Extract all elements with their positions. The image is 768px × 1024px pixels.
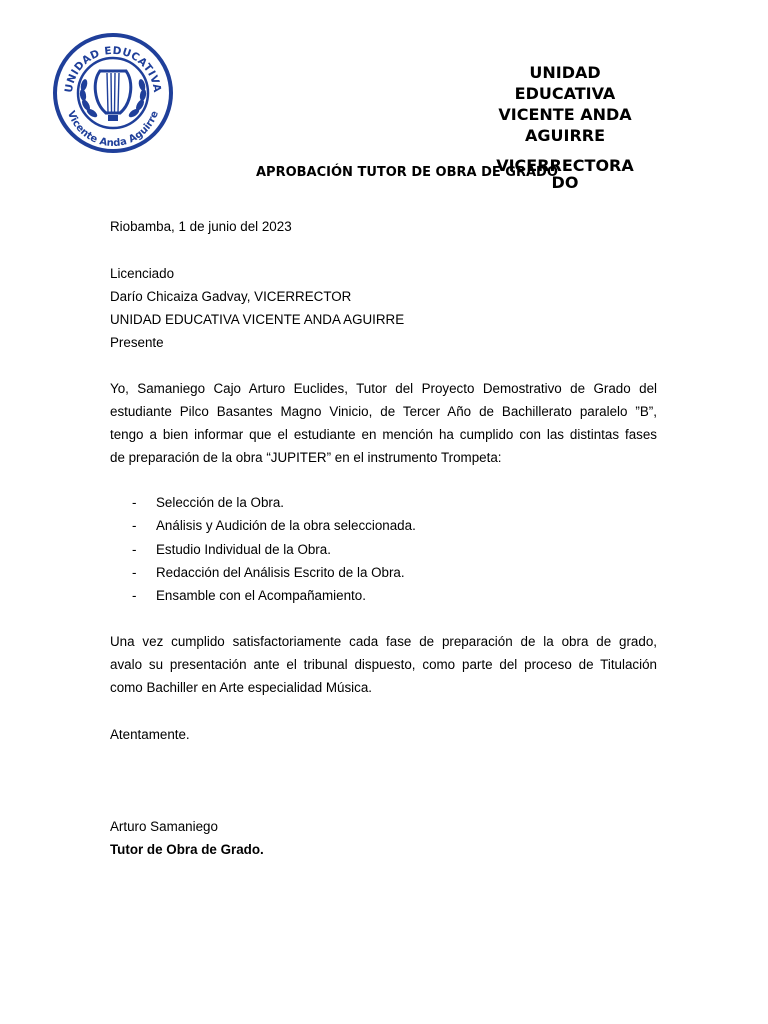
- paragraph-line: como Bachiller en Arte especialidad Música.: [110, 680, 372, 695]
- school-seal-logo: [50, 33, 176, 153]
- date-line: Riobamba, 1 de junio del 2023: [110, 219, 292, 234]
- paragraph-line: estudiante Pilco Basantes Magno Vinicio, de Tercer Año de Bachillerato paralelo ”B”,: [110, 404, 657, 419]
- department-line: VICERRECTORA: [496, 156, 634, 175]
- seal-text-bottom: Vicente Anda Aguirre: [64, 109, 161, 150]
- paragraph-line: de preparación de la obra “JUPITER” en el instrumento Trompeta:: [110, 450, 502, 465]
- list-item-text: Estudio Individual de la Obra.: [156, 541, 331, 557]
- body-paragraph-1: [110, 377, 657, 469]
- lyre-icon: [50, 33, 176, 153]
- signature-name: Arturo Samaniego: [110, 819, 218, 834]
- institution-line: AGUIRRE: [524, 126, 606, 145]
- recipient-institution: UNIDAD EDUCATIVA VICENTE ANDA AGUIRRE: [110, 312, 405, 327]
- list-item-text: Redacción del Análisis Escrito de la Obra.: [156, 564, 405, 580]
- department-line: DO: [551, 173, 579, 192]
- body-paragraph-2: [110, 630, 657, 699]
- list-item: [110, 561, 416, 584]
- paragraph-line: Una vez cumplido satisfactoriamente cada fase de preparación de la obra de grado,: [110, 634, 657, 649]
- bullet-dash: -: [132, 518, 137, 534]
- bullet-dash: -: [132, 588, 137, 604]
- institution-line: UNIDAD: [529, 63, 601, 82]
- recipient-name: Darío Chicaiza Gadvay, VICERRECTOR: [110, 289, 352, 304]
- list-item-text: Selección de la Obra.: [156, 495, 285, 510]
- phases-list: [110, 491, 416, 607]
- list-item-text: Ensamble con el Acompañamiento.: [156, 588, 366, 604]
- paragraph-line: avalo su presentación ante el tribunal dispuesto, como parte del proceso de Titulación: [110, 657, 657, 672]
- list-item: [110, 491, 416, 514]
- paragraph-line: tengo a bien informar que el estudiante en mención ha cumplido con las distintas fases: [110, 427, 657, 442]
- list-item: [110, 538, 416, 561]
- bullet-dash: -: [132, 564, 137, 580]
- seal-text-top: UNIDAD EDUCATIVA: [62, 44, 164, 94]
- institution-name-header: [475, 62, 655, 146]
- signature-position: Tutor de Obra de Grado.: [110, 842, 264, 857]
- institution-line: VICENTE ANDA: [498, 105, 632, 124]
- recipient-closing: Presente: [110, 335, 164, 350]
- list-item-text: Análisis y Audición de la obra seleccionada.: [156, 518, 416, 534]
- bullet-dash: -: [132, 541, 137, 557]
- document-title: APROBACIÓN TUTOR DE OBRA DE GRADO: [256, 165, 558, 180]
- institution-line: EDUCATIVA: [514, 84, 616, 103]
- list-item: [110, 584, 416, 607]
- bullet-dash: -: [132, 495, 137, 510]
- list-item: [110, 514, 416, 537]
- recipient-title: Licenciado: [110, 266, 175, 281]
- sign-off: Atentamente.: [110, 727, 190, 742]
- paragraph-line: Yo, Samaniego Cajo Arturo Euclides, Tutor del Proyecto Demostrativo de Grado del: [110, 381, 657, 396]
